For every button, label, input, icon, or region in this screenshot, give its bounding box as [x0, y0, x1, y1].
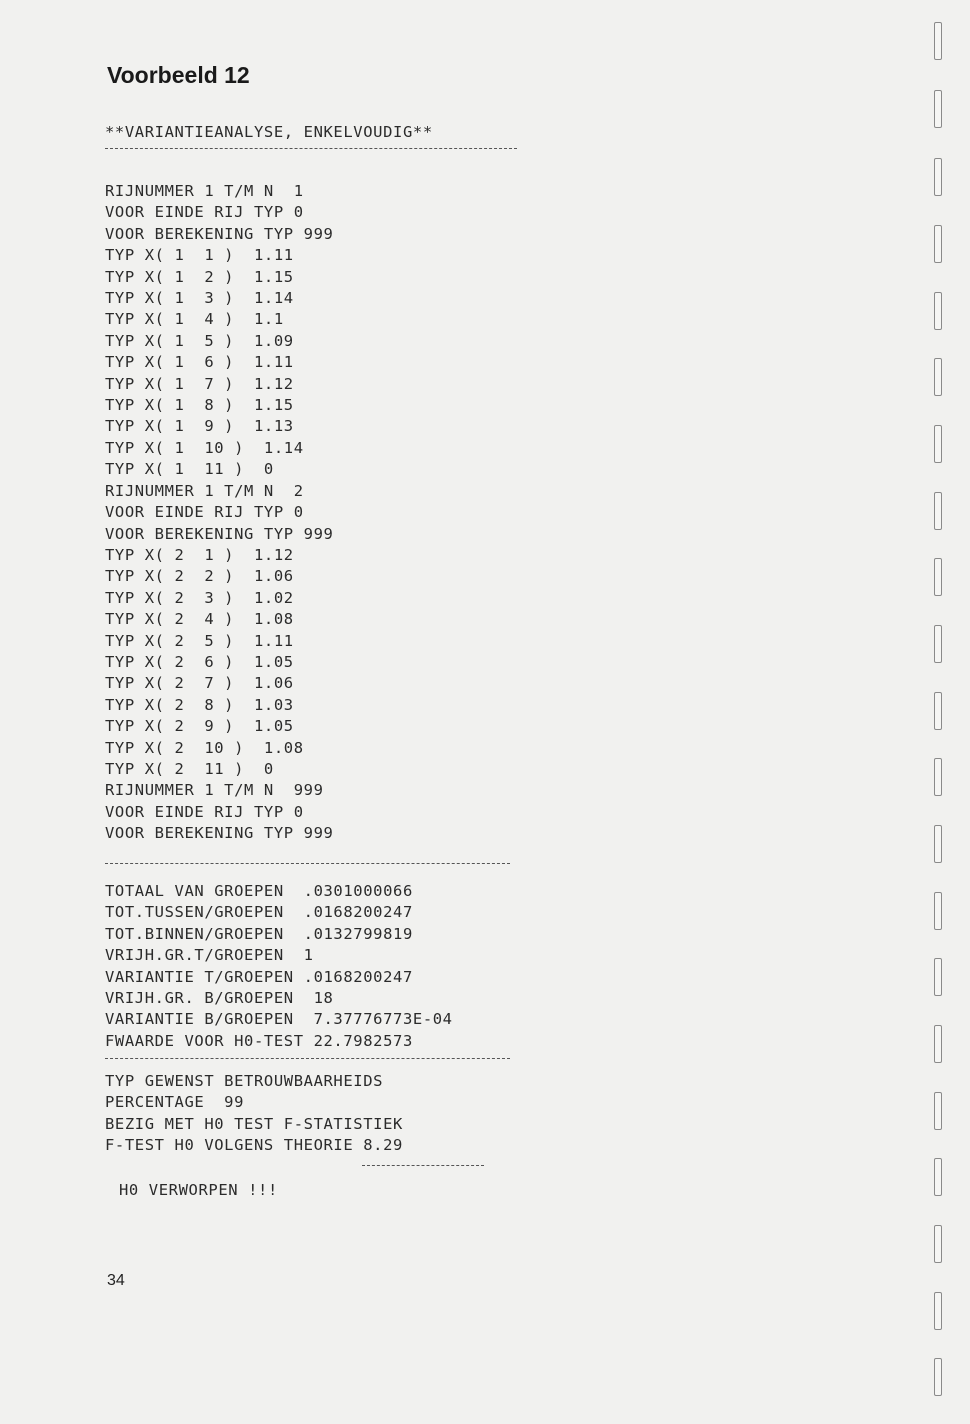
listing-line: TYP X( 1 2 ) 1.15 — [105, 267, 294, 286]
listing-line: TYP X( 1 8 ) 1.15 — [105, 396, 294, 415]
listing-line: TYP X( 2 2 ) 1.06 — [105, 567, 294, 586]
punch-hole — [934, 158, 942, 196]
heading-divider — [105, 148, 517, 149]
listing-line: VOOR EINDE RIJ TYP 0 — [105, 802, 304, 821]
listing-line: TYP X( 2 11 ) 0 — [105, 759, 274, 778]
listing-line: VOOR BEREKENING TYP 999 — [105, 224, 334, 243]
listing-line: VOOR EINDE RIJ TYP 0 — [105, 203, 304, 222]
punch-hole — [934, 1092, 942, 1130]
conclusion-block — [105, 1071, 403, 1157]
listing-line: RIJNUMMER 1 T/M N 2 — [105, 481, 304, 500]
punch-hole — [934, 1225, 942, 1263]
theory-value-underline — [362, 1165, 484, 1166]
punch-hole — [934, 292, 942, 330]
punch-hole — [934, 90, 942, 128]
listing-line: VOOR EINDE RIJ TYP 0 — [105, 503, 304, 522]
punch-hole — [934, 758, 942, 796]
listing-line: TYP X( 2 1 ) 1.12 — [105, 545, 294, 564]
result-line: VRIJH.GR. B/GROEPEN 18 — [105, 989, 334, 1008]
result-line: TOT.TUSSEN/GROEPEN .0168200247 — [105, 903, 413, 922]
rejection-message: H0 VERWORPEN !!! — [119, 1181, 278, 1199]
punch-hole — [934, 22, 942, 60]
punch-hole — [934, 1025, 942, 1063]
punch-hole — [934, 692, 942, 730]
conclusion-line: PERCENTAGE 99 — [105, 1093, 245, 1112]
listing-line: TYP X( 2 10 ) 1.08 — [105, 738, 304, 757]
result-line: TOT.BINNEN/GROEPEN .0132799819 — [105, 924, 413, 943]
listing-line: TYP X( 2 5 ) 1.11 — [105, 631, 294, 650]
listing-line: TYP X( 1 1 ) 1.11 — [105, 246, 294, 265]
listing-line: TYP X( 2 8 ) 1.03 — [105, 695, 294, 714]
punch-hole — [934, 825, 942, 863]
conclusion-line: TYP GEWENST BETROUWBAARHEIDS — [105, 1072, 384, 1090]
listing-line: TYP X( 1 10 ) 1.14 — [105, 438, 304, 457]
listing-line: TYP X( 1 9 ) 1.13 — [105, 417, 294, 436]
listing-line: TYP X( 2 4 ) 1.08 — [105, 610, 294, 629]
results-divider-top — [105, 863, 510, 864]
listing-line: VOOR BEREKENING TYP 999 — [105, 824, 334, 843]
punch-hole — [934, 492, 942, 530]
listing-line: TYP X( 1 6 ) 1.11 — [105, 353, 294, 372]
punch-hole — [934, 1292, 942, 1330]
punch-hole — [934, 358, 942, 396]
page-number: 34 — [107, 1272, 125, 1289]
listing-line: TYP X( 1 5 ) 1.09 — [105, 331, 294, 350]
punch-hole — [934, 225, 942, 263]
punch-hole — [934, 1158, 942, 1196]
listing-line: RIJNUMMER 1 T/M N 999 — [105, 781, 324, 800]
printout-heading: **VARIANTIEANALYSE, ENKELVOUDIG** — [105, 123, 433, 141]
listing-line: TYP X( 1 3 ) 1.14 — [105, 289, 294, 308]
punch-hole — [934, 625, 942, 663]
result-line: VARIANTIE B/GROEPEN 7.37776773E-04 — [105, 1010, 453, 1029]
conclusion-line: F-TEST H0 VOLGENS THEORIE 8.29 — [105, 1136, 403, 1155]
conclusion-line: BEZIG MET H0 TEST F-STATISTIEK — [105, 1114, 403, 1133]
listing-line: TYP X( 2 6 ) 1.05 — [105, 652, 294, 671]
punch-hole — [934, 892, 942, 930]
punch-hole — [934, 1358, 942, 1396]
punch-hole — [934, 958, 942, 996]
page-title: Voorbeeld 12 — [107, 62, 250, 88]
data-entry-listing — [105, 181, 333, 845]
listing-line: TYP X( 2 9 ) 1.05 — [105, 717, 294, 736]
listing-line: VOOR BEREKENING TYP 999 — [105, 524, 334, 543]
listing-line: TYP X( 1 4 ) 1.1 — [105, 310, 284, 329]
result-line: FWAARDE VOOR H0-TEST 22.7982573 — [105, 1031, 413, 1050]
listing-line: TYP X( 1 7 ) 1.12 — [105, 374, 294, 393]
listing-line: TYP X( 1 11 ) 0 — [105, 460, 274, 479]
result-line: VRIJH.GR.T/GROEPEN 1 — [105, 946, 314, 965]
punch-hole — [934, 425, 942, 463]
results-divider-bottom — [105, 1058, 510, 1059]
listing-line: TYP X( 2 3 ) 1.02 — [105, 588, 294, 607]
result-line: VARIANTIE T/GROEPEN .0168200247 — [105, 967, 413, 986]
result-line: TOTAAL VAN GROEPEN .0301000066 — [105, 882, 413, 900]
listing-line: TYP X( 2 7 ) 1.06 — [105, 674, 294, 693]
punch-hole — [934, 558, 942, 596]
results-block — [105, 881, 453, 1052]
listing-line: RIJNUMMER 1 T/M N 1 — [105, 182, 304, 200]
